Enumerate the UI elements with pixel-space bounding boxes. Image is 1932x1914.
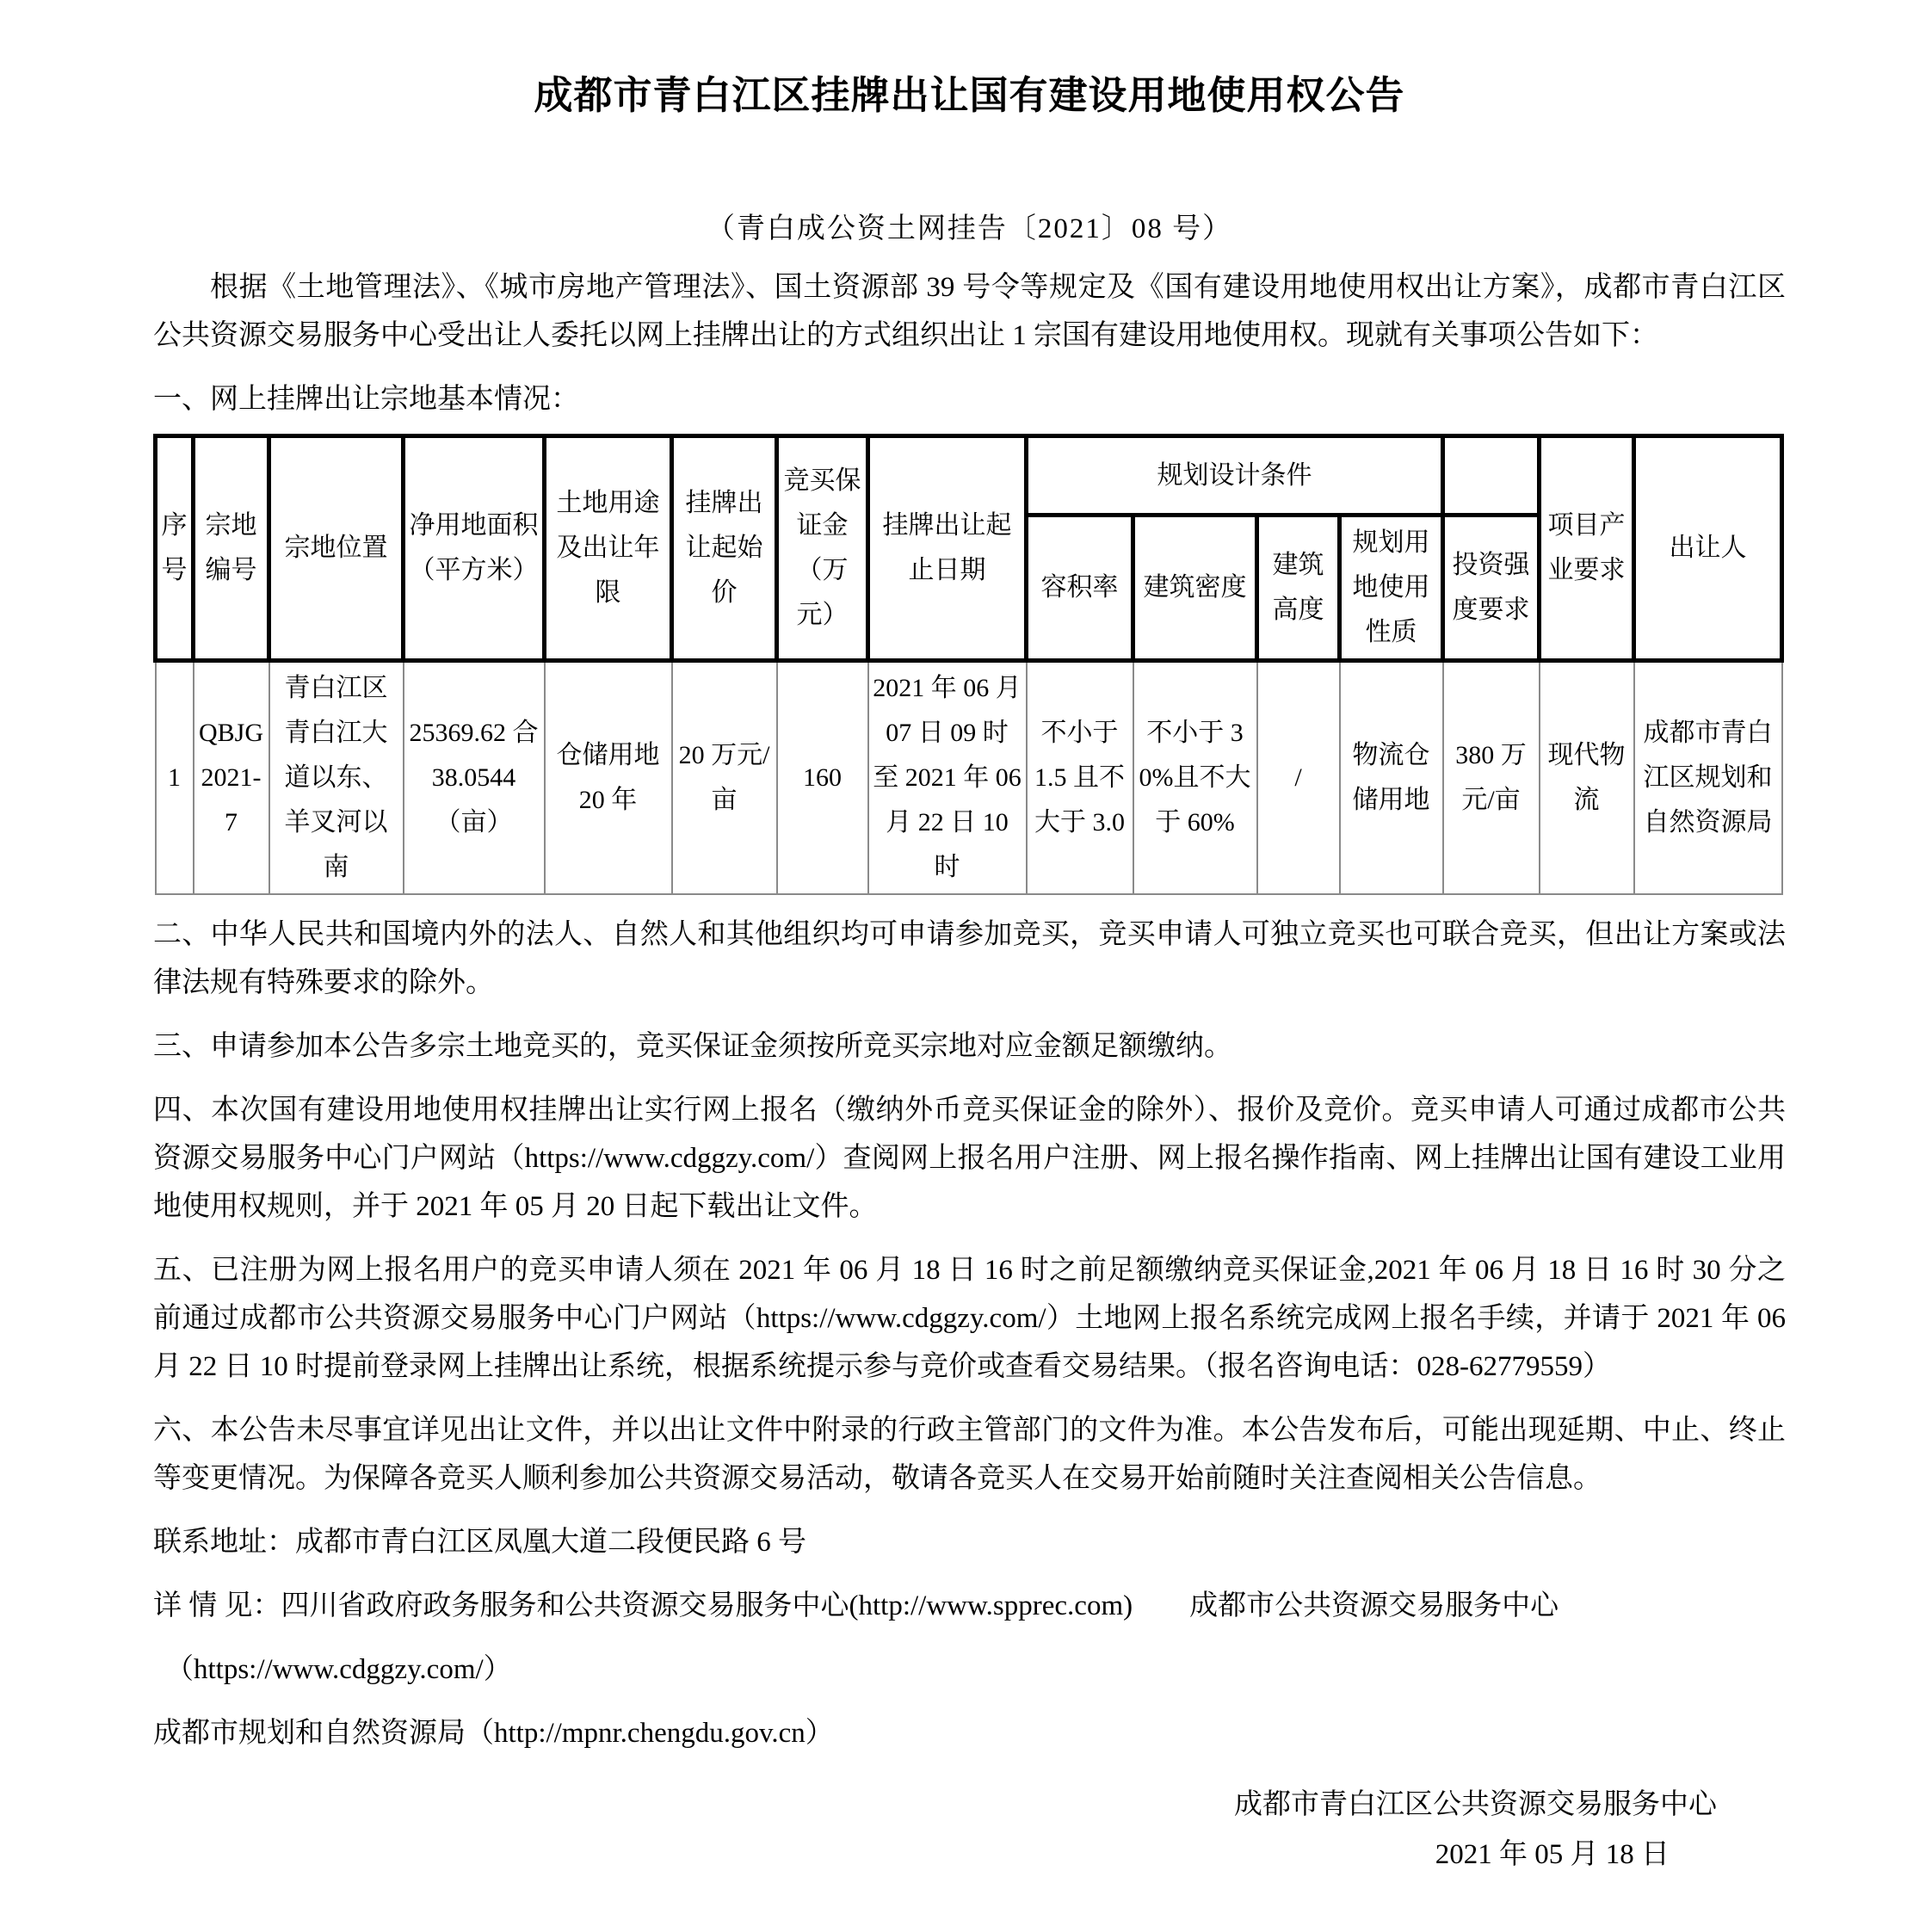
details-line-2: （https://www.cdggzy.com/） [165,1654,512,1685]
signature-date: 2021 年 05 月 18 日 [1435,1839,1670,1870]
td-industry-requirement: 现代物流 [1540,661,1634,895]
th-planning-conditions: 规划设计条件 [1027,436,1443,516]
th-far: 容积率 [1027,516,1133,661]
table-row [156,661,1782,895]
doc-number: （青白成公资土网挂告〔2021〕08 号） [706,213,1233,244]
th-building-height: 建筑高度 [1257,516,1340,661]
td-building-density: 不小于 30%且不大于 60% [1133,661,1257,895]
clause-4: 四、本次国有建设用地使用权挂牌出让实行网上报名（缴纳外币竞买保证金的除外）、报价及竞价。竞买申请人可通过成都市公共资源交易服务中心门户网站（https://www.cdggzy.com/）查阅网上报名用户注册、网上报名操作指南、网上挂牌出让国有建设工业用地使用权规则，并于 2021 年 05 月 20 日起下载出让文件。 [153,1095,1786,1222]
contact-address: 联系地址：成都市青白江区凤凰大道二段便民路 6 号 [153,1527,806,1558]
td-net-area: 25369.62 合 38.0544（亩） [404,661,545,895]
td-deposit: 160 [777,661,868,895]
table-header [156,436,1782,661]
th-seller: 出让人 [1634,436,1782,661]
th-investment-intensity: 投资强度要求 [1443,516,1540,661]
th-parcel-no: 宗地编号 [194,436,269,661]
intro-paragraph: 根据《土地管理法》、《城市房地产管理法》、国土资源部 39 号令等规定及《国有建设用地使用权出让方案》，成都市青白江区公共资源交易服务中心受出让人委托以网上挂牌出让的方式组织出让 1 宗国有建设用地使用权。现就有关事项公告如下： [153,272,1786,351]
th-net-area: 净用地面积（平方米） [404,436,545,661]
clause-5: 五、已注册为网上报名用户的竞买申请人须在 2021 年 06 月 18 日 16 时之前足额缴纳竞买保证金,2021 年 06 月 18 日 16 时 30 分之前通过成都市公共资源交易服务中心门户网站（https://www.cdggzy.com/）土地网上报名系统完成网上报名手续，并请于 2021 年 06 月 22 日 10 时提前登录网上挂牌出让系统，根据系统提示参与竞价或查看交易结果。（报名咨询电话：028-62779559） [153,1255,1787,1382]
clause-3: 三、申请参加本公告多宗土地竞买的，竞买保证金须按所竞买宗地对应金额足额缴纳。 [153,1031,1232,1062]
th-period: 挂牌出让起止日期 [868,436,1027,661]
table-header-row-1 [156,436,1782,516]
planning-bureau-line: 成都市规划和自然资源局（http://mpnr.chengdu.gov.cn） [153,1718,834,1749]
section-1-heading: 一、网上挂牌出让宗地基本情况： [153,384,579,415]
td-parcel-no: QBJG2021-7 [194,661,269,895]
td-seq: 1 [156,661,194,895]
td-planned-land-use: 物流仓储用地 [1340,661,1443,895]
th-building-density: 建筑密度 [1133,516,1257,661]
th-deposit: 竞买保证金（万元） [777,436,868,661]
th-start-price: 挂牌出让起始价 [672,436,777,661]
th-planned-land-use: 规划用地使用性质 [1340,516,1443,661]
th-seq: 序号 [156,436,194,661]
td-start-price: 20 万元/亩 [672,661,777,895]
clause-2: 二、中华人民共和国境内外的法人、自然人和其他组织均可申请参加竞买，竞买申请人可独立竞买也可联合竞买，但出让方案或法律法规有特殊要求的除外。 [153,919,1786,998]
th-empty-above-investment [1443,436,1540,516]
td-investment-intensity: 380 万元/亩 [1443,661,1540,895]
parcel-listing-table [153,434,1784,895]
td-far: 不小于 1.5 且不大于 3.0 [1027,661,1133,895]
details-line-1: 详 情 见：四川省政府政务服务和公共资源交易服务中心(http://www.spprec.com) 成都市公共资源交易服务中心 [153,1590,1559,1621]
signature-block [153,1780,1786,1880]
td-use-and-years: 仓储用地 20 年 [545,661,672,895]
th-location: 宗地位置 [269,436,404,661]
th-industry-requirement: 项目产业要求 [1540,436,1634,661]
td-seller: 成都市青白江区规划和自然资源局 [1634,661,1782,895]
page-title: 成都市青白江区挂牌出让国有建设用地使用权公告 [534,73,1405,117]
signature-organization: 成都市青白江区公共资源交易服务中心 [1234,1789,1717,1820]
td-building-height: / [1257,661,1340,895]
th-use-and-years: 土地用途及出让年限 [545,436,672,661]
td-location: 青白江区青白江大道以东、羊叉河以南 [269,661,404,895]
td-period: 2021 年 06 月 07 日 09 时 至 2021 年 06 月 22 日 10 时 [868,661,1027,895]
table-body [156,661,1782,895]
clause-6: 六、本公告未尽事宜详见出让文件，并以出让文件中附录的行政主管部门的文件为准。本公告发布后，可能出现延期、中止、终止等变更情况。为保障各竞买人顺利参加公共资源交易活动，敬请各竞买人在交易开始前随时关注查阅相关公告信息。 [153,1415,1786,1494]
